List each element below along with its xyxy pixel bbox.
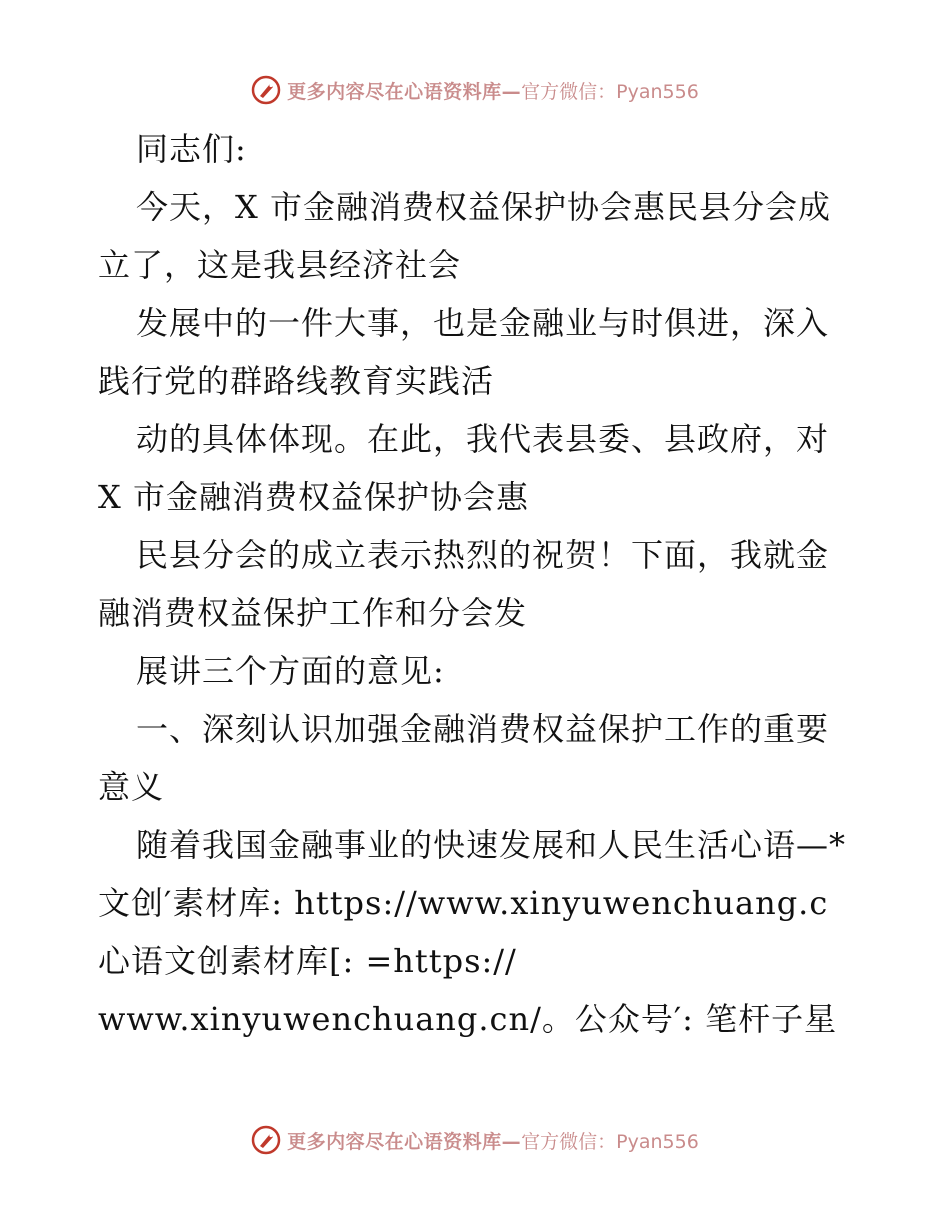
section-heading: 一、深刻认识加强金融消费权益保护工作的重要意义: [98, 710, 830, 806]
paragraph: www.xinyuwenchuang.cn/。公众号′: 笔杆子星: [98, 1000, 838, 1038]
paragraph: 发展中的一件大事，也是金融业与时俱进，深入践行党的群路线教育实践活: [98, 304, 830, 400]
pen-nib-logo-icon: [251, 1125, 281, 1155]
paragraph: 动的具体体现。在此，我代表县委、县政府，对 X 市金融消费权益保护协会惠: [98, 420, 830, 516]
banner-text: 更多内容尽在心语资料库—: [287, 1130, 522, 1153]
header-banner: [0, 72, 950, 108]
document-body: [98, 120, 858, 1048]
footer-banner: [0, 1122, 950, 1158]
paragraph-salutation: 同志们:: [136, 130, 247, 168]
paragraph: 民县分会的成立表示热烈的祝贺！下面，我就金融消费权益保护工作和分会发: [98, 536, 830, 632]
paragraph: 展讲三个方面的意见:: [136, 652, 445, 690]
pen-nib-logo-icon: [251, 75, 281, 105]
banner-wechat: 官方微信：Pyan556: [521, 1130, 699, 1153]
banner-wechat: 官方微信：Pyan556: [521, 80, 699, 103]
paragraph: 随着我国金融事业的快速发展和人民生活心语—*文创′素材库: https://www.xinyuwenchuang.c心语文创素材库[: =https://: [98, 826, 847, 980]
paragraph: 今天，X 市金融消费权益保护协会惠民县分会成立了，这是我县经济社会: [98, 188, 831, 284]
banner-text: 更多内容尽在心语资料库—: [287, 80, 522, 103]
